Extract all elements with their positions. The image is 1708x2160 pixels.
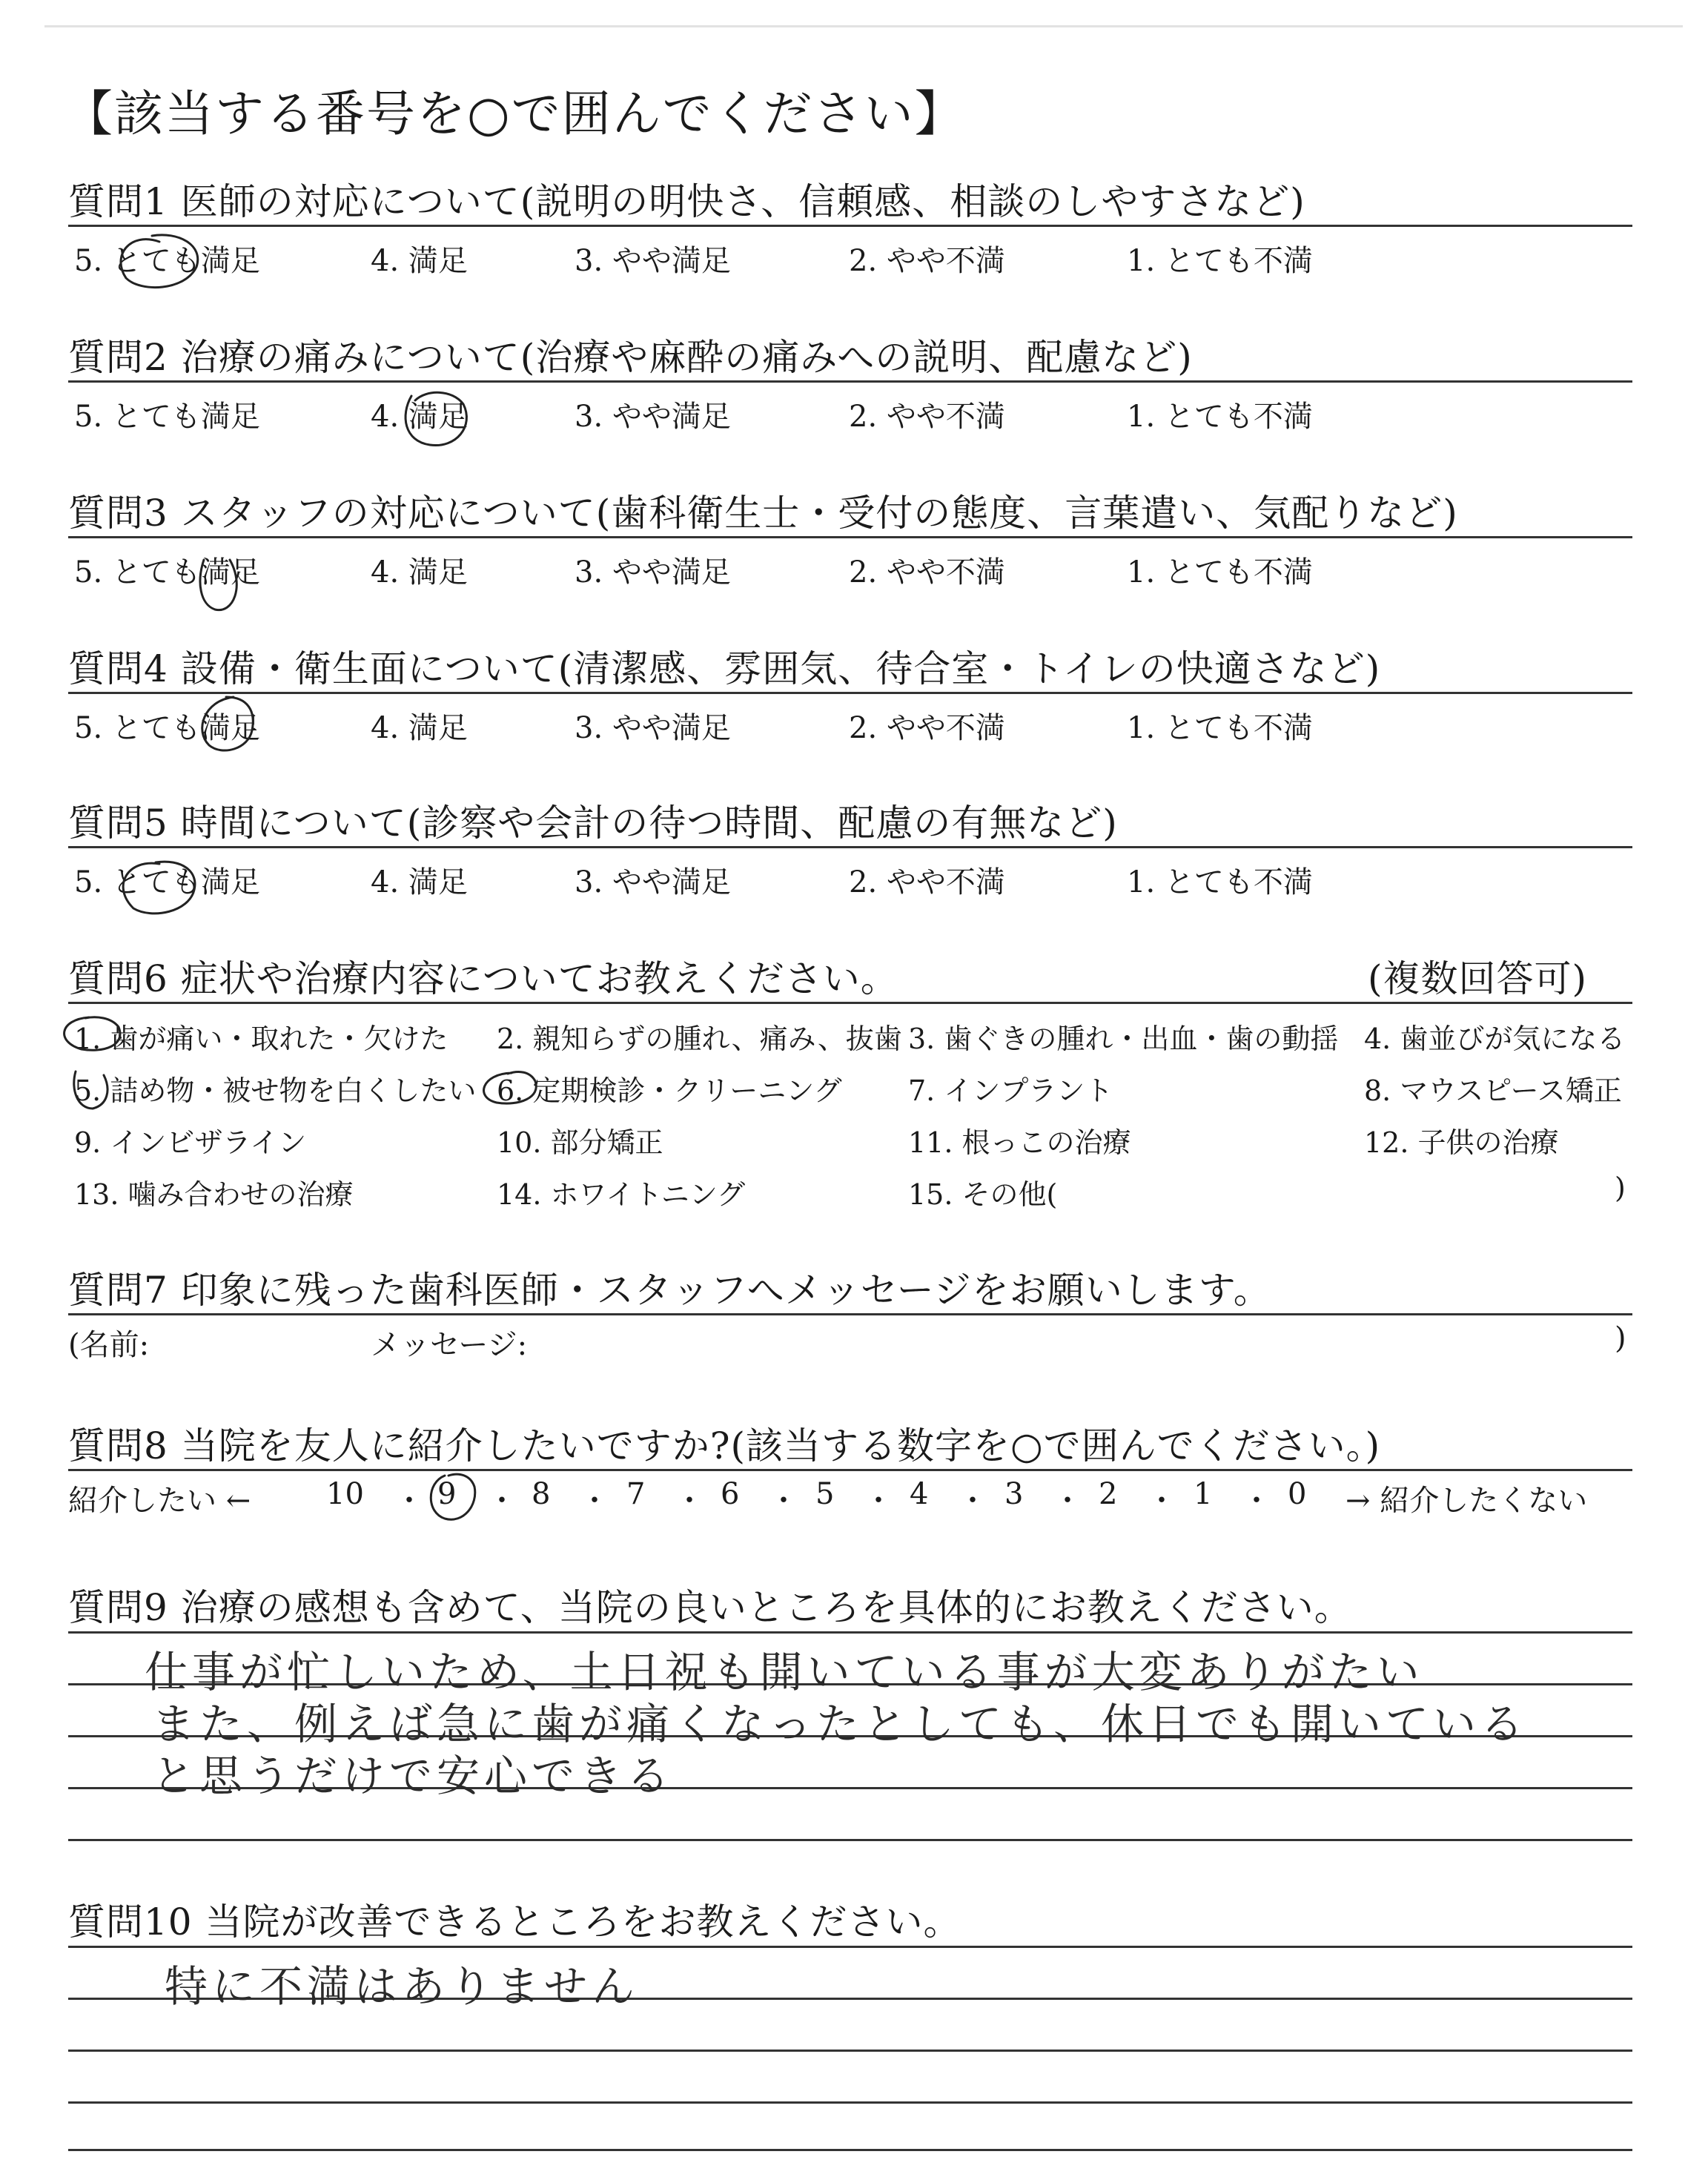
q10-line xyxy=(68,2101,1632,2104)
q3-option-2[interactable]: 2. やや不満 xyxy=(849,555,1005,589)
q5-option-3[interactable]: 3. やや満足 xyxy=(575,865,731,899)
q2-title: 質問2 治療の痛みについて(治療や麻酔の痛みへの説明、配慮など) xyxy=(68,336,1193,379)
q8-scale-6[interactable]: 6 xyxy=(721,1477,740,1511)
q1-rule xyxy=(68,225,1632,227)
q2-rule xyxy=(68,380,1632,383)
q9-answer-line-3: と思うだけで安心できる xyxy=(152,1751,675,1801)
q10-line xyxy=(68,1946,1632,1948)
q6-title: 質問6 症状や治療内容についてお教えください。 xyxy=(68,957,898,1000)
q1-option-1[interactable]: 1. とても不満 xyxy=(1127,244,1313,278)
q6-option-9[interactable]: 9. インビザライン xyxy=(74,1126,307,1159)
q6-option-3[interactable]: 3. 歯ぐきの腫れ・出血・歯の動揺 xyxy=(908,1023,1339,1055)
q8-scale-dot: ・ xyxy=(769,1484,798,1518)
q4-title: 質問4 設備・衛生面について(清潔感、雰囲気、待合室・トイレの快適さなど) xyxy=(68,647,1381,690)
q3-option-4[interactable]: 4. 満足 xyxy=(371,555,468,589)
q7-title: 質問7 印象に残った歯科医師・スタッフへメッセージをお願いします。 xyxy=(68,1269,1271,1312)
q6-multiple-note: (複数回答可) xyxy=(1368,957,1588,1000)
q4-option-2[interactable]: 2. やや不満 xyxy=(849,711,1005,745)
q4-rule xyxy=(68,692,1632,694)
q1-title: 質問1 医師の対応について(説明の明快さ、信頼感、相談のしやすさなど) xyxy=(68,180,1305,223)
q6-option-6[interactable]: 6. 定期検診・クリーニング xyxy=(497,1074,842,1107)
q8-scale-dot: ・ xyxy=(864,1484,893,1518)
q6-option-7[interactable]: 7. インプラント xyxy=(908,1074,1113,1107)
q6-option-12[interactable]: 12. 子供の治療 xyxy=(1364,1126,1559,1159)
q5-title: 質問5 時間について(診察や会計の待つ時間、配慮の有無など) xyxy=(68,802,1118,845)
q8-right-label: → 紹介したくない xyxy=(1345,1484,1588,1518)
q2-option-5[interactable]: 5. とても満足 xyxy=(74,400,260,434)
q7-message-label: メッセージ: xyxy=(371,1328,528,1362)
q2-option-4[interactable]: 4. 満足 xyxy=(371,400,468,434)
q8-scale-dot: ・ xyxy=(675,1484,704,1518)
q8-left-label: 紹介したい ← xyxy=(68,1484,251,1518)
q3-option-1[interactable]: 1. とても不満 xyxy=(1127,555,1313,589)
q8-scale-5[interactable]: 5 xyxy=(815,1477,835,1511)
q10-line xyxy=(68,2050,1632,2052)
q8-scale-dot: ・ xyxy=(487,1484,517,1518)
page-title: 【該当する番号を○で囲んでください】 xyxy=(64,85,965,142)
q8-scale-2[interactable]: 2 xyxy=(1099,1477,1118,1511)
q8-scale-0[interactable]: 0 xyxy=(1288,1477,1307,1511)
q1-option-3[interactable]: 3. やや満足 xyxy=(575,244,731,278)
q8-scale-dot: ・ xyxy=(580,1484,609,1518)
q6-option-8[interactable]: 8. マウスピース矯正 xyxy=(1364,1074,1622,1107)
q4-option-5[interactable]: 5. とても満足 xyxy=(74,711,260,745)
q7-name-label: (名前: xyxy=(68,1328,150,1362)
q10-answer-line-1: 特に不満はありません xyxy=(165,1961,640,2012)
q4-option-3[interactable]: 3. やや満足 xyxy=(575,711,731,745)
q9-line xyxy=(68,1631,1632,1634)
q7-close-paren: ) xyxy=(1615,1321,1626,1355)
top-rule xyxy=(44,25,1683,27)
q8-title: 質問8 当院を友人に紹介したいですか?(該当する数字を○で囲んでください。) xyxy=(68,1424,1381,1467)
q6-option-10[interactable]: 10. 部分矯正 xyxy=(497,1126,663,1159)
q1-option-4[interactable]: 4. 満足 xyxy=(371,244,468,278)
q3-rule xyxy=(68,536,1632,538)
q9-answer-line-1: 仕事が忙しいため、土日祝も開いている事が大変ありがたい xyxy=(145,1647,1424,1697)
q8-scale-dot: ・ xyxy=(1242,1484,1271,1518)
q1-option-2[interactable]: 2. やや不満 xyxy=(849,244,1005,278)
q5-option-5[interactable]: 5. とても満足 xyxy=(74,865,260,899)
q6-option-14[interactable]: 14. ホワイトニング xyxy=(497,1178,746,1211)
q2-option-1[interactable]: 1. とても不満 xyxy=(1127,400,1313,434)
q6-option-15[interactable]: 15. その他( xyxy=(908,1178,1058,1211)
q8-scale-dot: ・ xyxy=(394,1484,424,1518)
q5-option-4[interactable]: 4. 満足 xyxy=(371,865,468,899)
q8-scale-4[interactable]: 4 xyxy=(910,1477,929,1511)
q5-option-2[interactable]: 2. やや不満 xyxy=(849,865,1005,899)
q8-scale-1[interactable]: 1 xyxy=(1194,1477,1213,1511)
q6-option-4[interactable]: 4. 歯並びが気になる xyxy=(1364,1023,1626,1055)
q3-option-3[interactable]: 3. やや満足 xyxy=(575,555,731,589)
q10-title: 質問10 当院が改善できるところをお教えください。 xyxy=(68,1900,961,1943)
q8-scale-dot: ・ xyxy=(1053,1484,1082,1518)
q8-rule xyxy=(68,1469,1632,1471)
q8-scale-7[interactable]: 7 xyxy=(626,1477,646,1511)
q9-line xyxy=(68,1839,1632,1841)
q5-rule xyxy=(68,846,1632,848)
q8-scale-10[interactable]: 10 xyxy=(326,1477,364,1511)
q6-rule xyxy=(68,1002,1632,1004)
q4-option-1[interactable]: 1. とても不満 xyxy=(1127,711,1313,745)
q6-option-13[interactable]: 13. 噛み合わせの治療 xyxy=(74,1178,354,1211)
q5-option-1[interactable]: 1. とても不満 xyxy=(1127,865,1313,899)
q6-other-close-paren: ) xyxy=(1615,1172,1626,1204)
q6-option-5[interactable]: 5. 詰め物・被せ物を白くしたい xyxy=(74,1074,477,1107)
q6-option-11[interactable]: 11. 根っこの治療 xyxy=(908,1126,1131,1159)
q8-scale-dot: ・ xyxy=(958,1484,987,1518)
q6-option-2[interactable]: 2. 親知らずの腫れ、痛み、抜歯 xyxy=(497,1023,902,1055)
q3-title: 質問3 スタッフの対応について(歯科衛生士・受付の態度、言葉遣い、気配りなど) xyxy=(68,492,1458,535)
q8-scale-dot: ・ xyxy=(1147,1484,1176,1518)
q8-scale-3[interactable]: 3 xyxy=(1004,1477,1024,1511)
q8-scale-8[interactable]: 8 xyxy=(532,1477,551,1511)
q1-option-5[interactable]: 5. とても満足 xyxy=(74,244,260,278)
q2-option-3[interactable]: 3. やや満足 xyxy=(575,400,731,434)
q4-option-4[interactable]: 4. 満足 xyxy=(371,711,468,745)
q9-answer-line-2: また、例えば急に歯が痛くなったとしても、休日でも開いている xyxy=(152,1699,1529,1749)
q9-title: 質問9 治療の感想も含めて、当院の良いところを具体的にお教えください。 xyxy=(68,1586,1352,1629)
q10-line xyxy=(68,2149,1632,2151)
q2-option-2[interactable]: 2. やや不満 xyxy=(849,400,1005,434)
q6-option-1[interactable]: 1. 歯が痛い・取れた・欠けた xyxy=(74,1023,448,1055)
q3-option-5[interactable]: 5. とても満足 xyxy=(74,555,260,589)
q7-rule xyxy=(68,1313,1632,1315)
q8-scale-9[interactable]: 9 xyxy=(437,1477,457,1511)
